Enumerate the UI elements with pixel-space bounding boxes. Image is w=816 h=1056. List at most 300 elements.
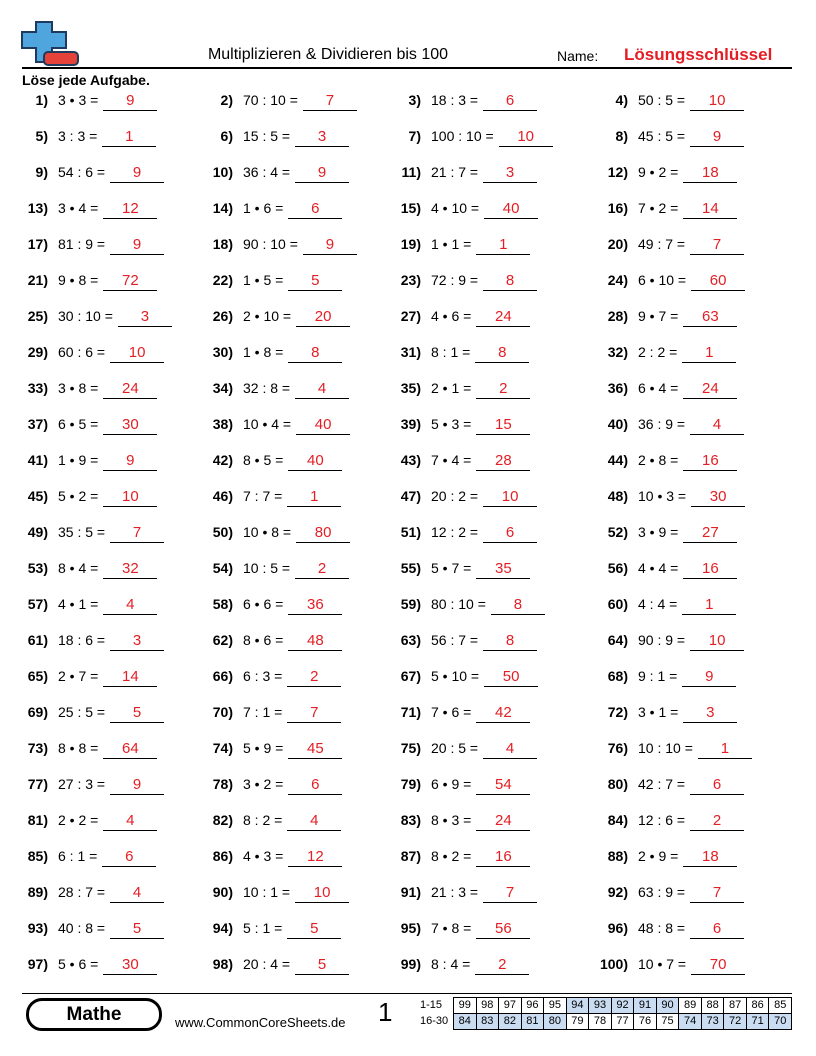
name-label: Name: bbox=[557, 48, 599, 64]
answer-value: 48 bbox=[306, 632, 324, 649]
problem-number: 9) bbox=[35, 164, 48, 180]
score-cell: 80 bbox=[544, 1014, 567, 1030]
problem-number: 19) bbox=[400, 236, 421, 252]
answer-blank bbox=[296, 306, 350, 327]
problem-expression: 8 : 4 = bbox=[431, 956, 471, 972]
problem-item bbox=[584, 90, 744, 110]
answer-blank bbox=[102, 846, 156, 867]
problem-expression: 8 • 3 = bbox=[431, 812, 472, 828]
answer-blank bbox=[476, 450, 530, 471]
answer-blank bbox=[476, 306, 530, 327]
answer-blank bbox=[296, 414, 350, 435]
answer-blank bbox=[475, 954, 529, 975]
problem-item bbox=[377, 414, 530, 434]
problem-number: 63) bbox=[400, 632, 421, 648]
answer-value: 18 bbox=[701, 164, 719, 181]
problem-item bbox=[4, 306, 172, 326]
answer-blank bbox=[110, 522, 164, 543]
problem-number: 6) bbox=[220, 128, 233, 144]
problem-item bbox=[4, 378, 157, 398]
problem-expression: 6 • 6 = bbox=[243, 596, 284, 612]
score-table bbox=[420, 997, 792, 1030]
problem-expression: 4 • 4 = bbox=[638, 560, 679, 576]
problem-expression: 7 • 4 = bbox=[431, 452, 472, 468]
answer-value: 9 bbox=[126, 92, 135, 109]
problem-number: 8) bbox=[615, 128, 628, 144]
problem-item bbox=[377, 270, 537, 290]
problem-number: 100) bbox=[599, 956, 628, 972]
problem-number: 22) bbox=[212, 272, 233, 288]
problem-item bbox=[377, 126, 553, 146]
answer-blank bbox=[683, 198, 737, 219]
problem-number: 69) bbox=[27, 704, 48, 720]
problem-item bbox=[4, 486, 157, 506]
answer-blank bbox=[287, 486, 341, 507]
answer-value: 7 bbox=[132, 524, 142, 541]
problem-number: 13) bbox=[27, 200, 48, 216]
problem-expression: 63 : 9 = bbox=[638, 884, 686, 900]
problem-item bbox=[4, 126, 156, 146]
problem-item bbox=[584, 450, 737, 470]
problem-number: 85) bbox=[27, 848, 48, 864]
problem-number: 55) bbox=[400, 560, 421, 576]
answer-value: 80 bbox=[314, 524, 332, 541]
problem-item bbox=[189, 414, 350, 434]
problem-item bbox=[4, 198, 157, 218]
problem-number: 65) bbox=[27, 668, 48, 684]
answer-blank bbox=[288, 270, 342, 291]
problem-number: 87) bbox=[400, 848, 421, 864]
problem-item bbox=[189, 738, 342, 758]
answer-blank bbox=[690, 126, 744, 147]
subject-badge: Mathe bbox=[26, 998, 162, 1031]
problem-number: 41) bbox=[27, 452, 48, 468]
answer-blank bbox=[110, 342, 164, 363]
problem-item bbox=[377, 162, 537, 182]
answer-value: 54 bbox=[494, 776, 512, 793]
problem-expression: 2 • 9 = bbox=[638, 848, 679, 864]
score-cell: 81 bbox=[521, 1014, 544, 1030]
problem-item bbox=[584, 666, 736, 686]
answer-blank bbox=[690, 630, 744, 651]
problem-item bbox=[4, 522, 164, 542]
problem-expression: 7 • 8 = bbox=[431, 920, 472, 936]
answer-blank bbox=[110, 702, 164, 723]
problem-expression: 45 : 5 = bbox=[638, 128, 686, 144]
answer-value: 9 bbox=[712, 128, 722, 145]
answer-blank bbox=[288, 342, 342, 363]
answer-value: 10 bbox=[501, 488, 519, 505]
answer-blank bbox=[690, 774, 744, 795]
problem-number: 60) bbox=[607, 596, 628, 612]
answer-value: 15 bbox=[494, 416, 512, 433]
problem-expression: 12 : 2 = bbox=[431, 524, 479, 540]
answer-value: 64 bbox=[121, 740, 139, 757]
answer-value: 2 bbox=[498, 956, 507, 973]
problem-item bbox=[4, 594, 157, 614]
problem-number: 96) bbox=[607, 920, 628, 936]
answer-value: 8 bbox=[513, 596, 523, 613]
score-cell: 96 bbox=[521, 998, 544, 1014]
answer-blank bbox=[483, 522, 537, 543]
problem-expression: 9 : 1 = bbox=[638, 668, 678, 684]
answer-value: 60 bbox=[709, 272, 727, 289]
problem-item bbox=[377, 666, 538, 686]
answer-blank bbox=[103, 414, 157, 435]
problem-number: 90) bbox=[212, 884, 233, 900]
answer-blank bbox=[118, 306, 172, 327]
score-cell: 70 bbox=[769, 1014, 792, 1030]
problem-item bbox=[189, 666, 341, 686]
answer-blank bbox=[103, 810, 157, 831]
answer-value: 35 bbox=[494, 560, 512, 577]
problem-expression: 8 : 1 = bbox=[431, 344, 471, 360]
problem-expression: 10 : 1 = bbox=[243, 884, 291, 900]
answer-blank bbox=[103, 270, 157, 291]
answer-blank bbox=[295, 558, 349, 579]
score-row bbox=[420, 1014, 792, 1030]
answer-value: 14 bbox=[121, 668, 139, 685]
problem-number: 53) bbox=[27, 560, 48, 576]
answer-blank bbox=[103, 378, 157, 399]
problem-expression: 28 : 7 = bbox=[58, 884, 106, 900]
problem-expression: 80 : 10 = bbox=[431, 596, 486, 612]
answer-value: 1 bbox=[125, 128, 134, 145]
problem-item bbox=[4, 810, 157, 830]
instructions: Löse jede Aufgabe. bbox=[22, 72, 150, 88]
problem-number: 76) bbox=[607, 740, 628, 756]
answer-value: 30 bbox=[709, 488, 727, 505]
answer-value: 27 bbox=[701, 524, 719, 541]
problem-expression: 18 : 6 = bbox=[58, 632, 106, 648]
score-row-label: 16-30 bbox=[420, 1015, 449, 1027]
problem-number: 29) bbox=[27, 344, 48, 360]
answer-value: 10 bbox=[517, 128, 535, 145]
problem-expression: 54 : 6 = bbox=[58, 164, 106, 180]
answer-value: 24 bbox=[494, 308, 512, 325]
problem-expression: 2 • 1 = bbox=[431, 380, 472, 396]
problem-number: 67) bbox=[400, 668, 421, 684]
problem-number: 12) bbox=[607, 164, 628, 180]
answer-value: 9 bbox=[132, 164, 142, 181]
answer-value: 8 bbox=[505, 272, 515, 289]
problem-item bbox=[189, 378, 349, 398]
problem-number: 25) bbox=[27, 308, 48, 324]
problem-expression: 10 • 3 = bbox=[638, 488, 687, 504]
problem-number: 1) bbox=[35, 92, 48, 108]
answer-blank bbox=[287, 702, 341, 723]
answer-value: 70 bbox=[709, 956, 727, 973]
answer-blank bbox=[683, 522, 737, 543]
answer-value: 40 bbox=[314, 416, 332, 433]
problem-expression: 1 • 6 = bbox=[243, 200, 284, 216]
answer-value: 40 bbox=[306, 452, 324, 469]
answer-blank bbox=[288, 594, 342, 615]
problem-number: 98) bbox=[212, 956, 233, 972]
problem-expression: 6 : 3 = bbox=[243, 668, 283, 684]
problem-number: 75) bbox=[400, 740, 421, 756]
answer-blank bbox=[110, 630, 164, 651]
score-cell: 89 bbox=[679, 998, 702, 1014]
problem-expression: 1 • 8 = bbox=[243, 344, 284, 360]
answer-blank bbox=[476, 702, 530, 723]
answer-blank bbox=[103, 594, 157, 615]
problem-number: 95) bbox=[400, 920, 421, 936]
answer-value: 30 bbox=[121, 416, 139, 433]
problem-number: 93) bbox=[27, 920, 48, 936]
problem-expression: 1 • 5 = bbox=[243, 272, 284, 288]
answer-value: 30 bbox=[121, 956, 139, 973]
problem-number: 4) bbox=[615, 92, 628, 108]
problem-number: 18) bbox=[212, 236, 233, 252]
answer-blank bbox=[103, 666, 157, 687]
problem-expression: 2 • 8 = bbox=[638, 452, 679, 468]
problem-item bbox=[4, 450, 157, 470]
answer-blank bbox=[683, 846, 737, 867]
answer-value: 6 bbox=[505, 92, 515, 109]
score-cell: 97 bbox=[499, 998, 522, 1014]
answer-blank bbox=[295, 126, 349, 147]
answer-value: 2 bbox=[317, 560, 327, 577]
problem-item bbox=[189, 90, 357, 110]
answer-value: 16 bbox=[701, 452, 719, 469]
problem-item bbox=[189, 306, 350, 326]
answer-value: 9 bbox=[325, 236, 335, 253]
problem-item bbox=[377, 954, 529, 974]
answer-value: 3 bbox=[505, 164, 515, 181]
problem-number: 64) bbox=[607, 632, 628, 648]
problem-expression: 5 : 1 = bbox=[243, 920, 283, 936]
problem-number: 24) bbox=[607, 272, 628, 288]
problem-number: 10) bbox=[212, 164, 233, 180]
problem-number: 73) bbox=[27, 740, 48, 756]
problem-expression: 12 : 6 = bbox=[638, 812, 686, 828]
answer-blank bbox=[491, 594, 545, 615]
problem-expression: 10 • 8 = bbox=[243, 524, 292, 540]
problem-item bbox=[189, 594, 342, 614]
problem-expression: 3 • 1 = bbox=[638, 704, 679, 720]
problem-item bbox=[584, 486, 745, 506]
problem-number: 35) bbox=[400, 380, 421, 396]
problem-number: 46) bbox=[212, 488, 233, 504]
answer-value: 10 bbox=[708, 632, 726, 649]
problem-item bbox=[377, 378, 530, 398]
problem-number: 45) bbox=[27, 488, 48, 504]
problem-expression: 3 • 3 = bbox=[58, 92, 99, 108]
answer-blank bbox=[476, 378, 530, 399]
score-cell: 76 bbox=[634, 1014, 657, 1030]
answer-blank bbox=[690, 414, 744, 435]
problem-number: 44) bbox=[607, 452, 628, 468]
answer-value: 5 bbox=[310, 920, 319, 937]
answer-value: 10 bbox=[313, 884, 331, 901]
answer-value: 10 bbox=[708, 92, 726, 109]
answer-value: 24 bbox=[701, 380, 719, 397]
problem-expression: 3 • 9 = bbox=[638, 524, 679, 540]
problem-number: 89) bbox=[27, 884, 48, 900]
problem-expression: 72 : 9 = bbox=[431, 272, 479, 288]
problem-item bbox=[377, 198, 538, 218]
answer-value: 6 bbox=[125, 848, 134, 865]
problem-item bbox=[189, 234, 357, 254]
problem-number: 91) bbox=[400, 884, 421, 900]
problem-number: 33) bbox=[27, 380, 48, 396]
answer-value: 32 bbox=[121, 560, 139, 577]
page-title: Multiplizieren & Dividieren bis 100 bbox=[207, 46, 449, 63]
answer-value: 6 bbox=[505, 524, 515, 541]
problem-expression: 6 : 1 = bbox=[58, 848, 98, 864]
problem-item bbox=[189, 846, 342, 866]
answer-value: 9 bbox=[132, 236, 142, 253]
answer-value: 10 bbox=[128, 344, 146, 361]
problem-item bbox=[584, 846, 737, 866]
problem-number: 88) bbox=[607, 848, 628, 864]
answer-value: 2 bbox=[499, 380, 508, 397]
answer-blank bbox=[110, 234, 164, 255]
problem-item bbox=[377, 522, 537, 542]
answer-value: 36 bbox=[306, 596, 324, 613]
problem-number: 68) bbox=[607, 668, 628, 684]
answer-blank bbox=[483, 882, 537, 903]
answer-value: 9 bbox=[126, 452, 135, 469]
problem-number: 51) bbox=[400, 524, 421, 540]
problem-number: 14) bbox=[212, 200, 233, 216]
problem-number: 84) bbox=[607, 812, 628, 828]
answer-blank bbox=[683, 450, 737, 471]
problem-expression: 42 : 7 = bbox=[638, 776, 686, 792]
problem-item bbox=[584, 270, 745, 290]
problem-item bbox=[189, 270, 342, 290]
problem-expression: 5 • 3 = bbox=[431, 416, 472, 432]
problem-number: 2) bbox=[220, 92, 233, 108]
problem-item bbox=[4, 270, 157, 290]
problem-expression: 3 : 3 = bbox=[58, 128, 98, 144]
problem-number: 21) bbox=[27, 272, 48, 288]
answer-blank bbox=[690, 918, 744, 939]
problem-item bbox=[377, 774, 530, 794]
answer-blank bbox=[476, 810, 530, 831]
answer-value: 9 bbox=[317, 164, 327, 181]
answer-blank bbox=[110, 882, 164, 903]
problem-expression: 15 : 5 = bbox=[243, 128, 291, 144]
answer-value: 20 bbox=[314, 308, 332, 325]
answer-blank bbox=[287, 810, 341, 831]
problem-expression: 81 : 9 = bbox=[58, 236, 106, 252]
problem-item bbox=[377, 90, 537, 110]
answer-blank bbox=[691, 270, 745, 291]
problem-item bbox=[4, 90, 157, 110]
problem-number: 58) bbox=[212, 596, 233, 612]
problem-item bbox=[377, 486, 537, 506]
score-cell: 74 bbox=[679, 1014, 702, 1030]
answer-value: 3 bbox=[140, 308, 150, 325]
problem-expression: 4 • 10 = bbox=[431, 200, 480, 216]
problem-item bbox=[377, 846, 530, 866]
answer-blank bbox=[683, 306, 737, 327]
problem-expression: 2 • 10 = bbox=[243, 308, 292, 324]
answer-blank bbox=[683, 558, 737, 579]
problem-expression: 90 : 10 = bbox=[243, 236, 298, 252]
problem-item bbox=[377, 630, 537, 650]
problem-item bbox=[4, 630, 164, 650]
problem-expression: 49 : 7 = bbox=[638, 236, 686, 252]
answer-value: 5 bbox=[317, 956, 327, 973]
answer-value: 24 bbox=[494, 812, 512, 829]
problem-item bbox=[189, 558, 349, 578]
problem-item bbox=[189, 450, 342, 470]
problem-item bbox=[584, 234, 744, 254]
problem-expression: 20 : 4 = bbox=[243, 956, 291, 972]
problem-number: 83) bbox=[400, 812, 421, 828]
answer-blank bbox=[103, 558, 157, 579]
score-cell: 94 bbox=[566, 998, 589, 1014]
answer-blank bbox=[103, 450, 157, 471]
answer-blank bbox=[698, 738, 752, 759]
answer-blank bbox=[690, 234, 744, 255]
problem-item bbox=[377, 918, 530, 938]
problem-item bbox=[377, 882, 537, 902]
answer-blank bbox=[475, 342, 529, 363]
problem-item bbox=[584, 702, 737, 722]
score-row bbox=[420, 998, 792, 1014]
answer-value: 6 bbox=[311, 776, 320, 793]
problem-expression: 7 : 7 = bbox=[243, 488, 283, 504]
answer-blank bbox=[103, 954, 157, 975]
problem-item bbox=[377, 738, 537, 758]
answer-blank bbox=[103, 198, 157, 219]
answer-blank bbox=[287, 918, 341, 939]
score-cell: 77 bbox=[611, 1014, 634, 1030]
problem-item bbox=[189, 702, 341, 722]
problem-number: 50) bbox=[212, 524, 233, 540]
problem-item bbox=[4, 666, 157, 686]
problem-number: 70) bbox=[212, 704, 233, 720]
answer-blank bbox=[690, 90, 744, 111]
problem-number: 16) bbox=[607, 200, 628, 216]
problem-expression: 3 • 2 = bbox=[243, 776, 284, 792]
problem-item bbox=[189, 774, 342, 794]
score-cell: 91 bbox=[634, 998, 657, 1014]
problem-number: 99) bbox=[400, 956, 421, 972]
problem-number: 23) bbox=[400, 272, 421, 288]
problem-number: 66) bbox=[212, 668, 233, 684]
problem-item bbox=[377, 450, 530, 470]
problem-expression: 10 : 5 = bbox=[243, 560, 291, 576]
problem-item bbox=[4, 954, 157, 974]
answer-blank bbox=[288, 846, 342, 867]
answer-blank bbox=[476, 774, 530, 795]
problem-number: 72) bbox=[607, 704, 628, 720]
score-cell: 90 bbox=[656, 998, 679, 1014]
problem-expression: 6 • 10 = bbox=[638, 272, 687, 288]
problem-item bbox=[584, 198, 737, 218]
answer-blank bbox=[484, 666, 538, 687]
problem-number: 15) bbox=[400, 200, 421, 216]
problem-expression: 6 • 9 = bbox=[431, 776, 472, 792]
problem-number: 49) bbox=[27, 524, 48, 540]
problem-expression: 2 • 2 = bbox=[58, 812, 99, 828]
problem-number: 36) bbox=[607, 380, 628, 396]
problem-expression: 8 • 6 = bbox=[243, 632, 284, 648]
answer-value: 3 bbox=[132, 632, 142, 649]
answer-value: 12 bbox=[121, 200, 139, 217]
problem-item bbox=[377, 594, 545, 614]
problem-number: 74) bbox=[212, 740, 233, 756]
problem-number: 59) bbox=[400, 596, 421, 612]
answer-value: 18 bbox=[701, 848, 719, 865]
problem-expression: 36 : 4 = bbox=[243, 164, 291, 180]
problem-expression: 2 : 2 = bbox=[638, 344, 678, 360]
